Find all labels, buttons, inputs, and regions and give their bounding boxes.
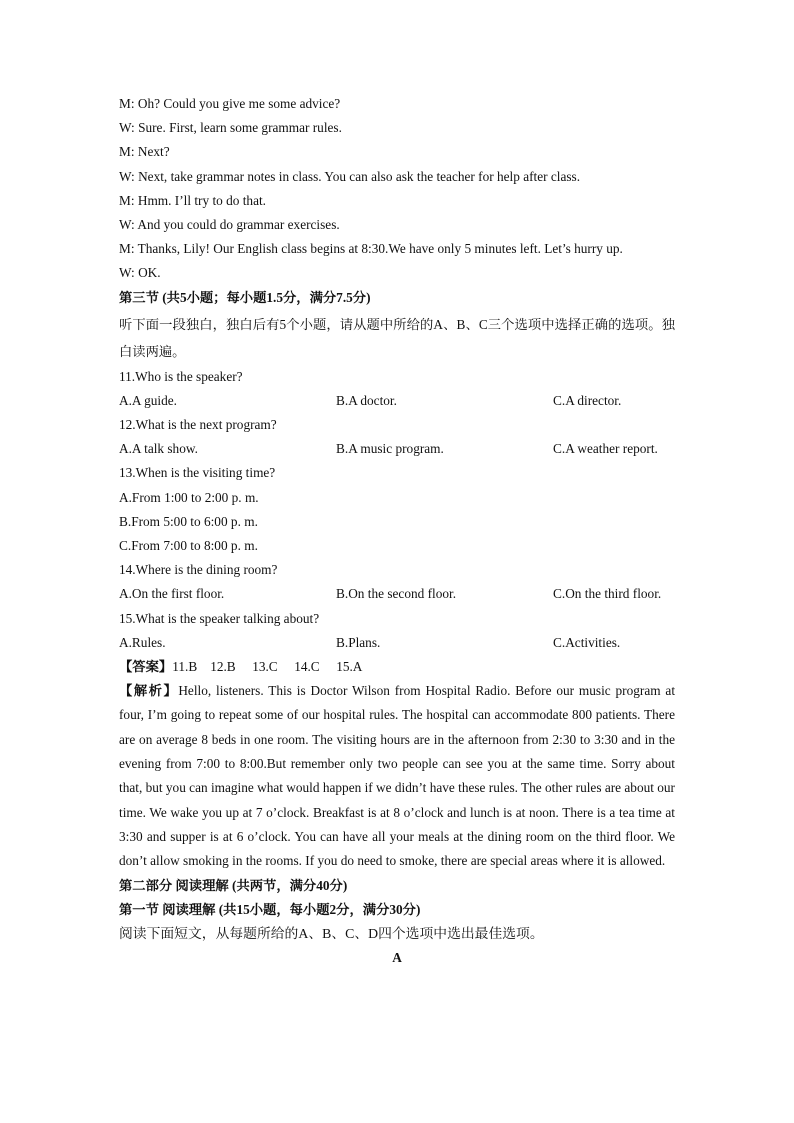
option-a: A.A guide. [119, 392, 177, 408]
analysis-label: 【解析】 [119, 683, 179, 699]
question-11: 11.Who is the speaker? [119, 368, 243, 384]
option-c: C.On the third floor. [553, 586, 662, 602]
question-13: 13.When is the visiting time? [119, 465, 276, 481]
option-c: C.Activities. [553, 634, 621, 650]
option-a: A.On the first floor. [119, 586, 225, 602]
question-14: 14.Where is the dining room? [119, 562, 278, 578]
dialogue-line: M: Next? [119, 144, 170, 160]
option-a: A.From 1:00 to 2:00 p. m. [119, 489, 259, 505]
part2-instruction: 阅读下面短文，从每题所给的A、B、C、D四个选项中选出最佳选项。 [119, 925, 544, 941]
option-c: C.From 7:00 to 8:00 p. m. [119, 538, 258, 553]
answer-item: 15.A [336, 658, 363, 674]
option-b: B.Plans. [336, 634, 381, 650]
option-b: B.From 5:00 to 6:00 p. m. [119, 513, 258, 529]
option-a: A.A talk show. [119, 441, 198, 457]
answer-item: 14.C [294, 658, 320, 674]
question-12: 12.What is the next program? [119, 417, 277, 433]
dialogue-line: M: Oh? Could you give me some advice? [119, 96, 341, 111]
dialogue-line: M: Hmm. I’ll try to do that. [119, 192, 266, 208]
option-c: C.A weather report. [553, 441, 658, 457]
option-b: B.On the second floor. [336, 586, 457, 602]
analysis-paragraph [119, 679, 675, 873]
answer-line [119, 655, 675, 679]
dialogue-line: M: Thanks, Lily! Our English class begins at 8:30.We have only 5 minutes left. Let’s hurry up. [119, 241, 623, 257]
question-15: 15.What is the speaker talking about? [119, 610, 320, 626]
option-b: B.A music program. [336, 441, 444, 457]
option-a: A.Rules. [119, 634, 166, 650]
part2-heading: 第二部分 阅读理解 (共两节，满分40分) [119, 877, 348, 893]
answer-item: 11.B [172, 658, 198, 674]
options-row-11 [119, 389, 675, 413]
options-row-15 [119, 631, 675, 655]
answer-label: 【答案】 [119, 658, 173, 674]
analysis-text: Hello, listeners. This is Doctor Wilson from Hospital Radio. Before our music program at four, I’m going to repeat some of our hospital rules. The hospital can accommodate 800 patients. There are on average 8 beds in one room. The visiting hours are in the afternoon from 2:30 to 3:30 and in the evening from 7:00 to 8:00.But remember only two people can see you at the same time. Sorry about that, but you can imagine what would happen if we didn’t have these rules. The other rules are about our time. We wake you up at 7 o’clock. Breakfast is at 8 o’clock and lunch is at noon. There is a tea time at 3:30 and supper is at 6 o’clock. You can have all your meals at the dining room on the third floor. We don’t allow smoking in the rooms. If you do need to smoke, there are special areas where it is allowed. [119, 683, 676, 869]
dialogue-line: W: Next, take grammar notes in class. You can also ask the teacher for help after class. [119, 168, 581, 184]
section3-heading: 第三节 (共5小题；每小题1.5分，满分7.5分) [119, 289, 371, 305]
document-content [119, 92, 675, 970]
dialogue-line: W: OK. [119, 265, 161, 281]
dialogue-line: W: Sure. First, learn some grammar rules. [119, 120, 342, 136]
passage-letter: A [392, 950, 402, 966]
options-row-14 [119, 582, 675, 606]
part2-section1-heading: 第一节 阅读理解 (共15小题，每小题2分，满分30分) [119, 901, 421, 917]
answer-item: 13.C [252, 658, 278, 674]
dialogue-line: W: And you could do grammar exercises. [119, 216, 340, 232]
options-row-12 [119, 437, 675, 461]
section3-instruction: 听下面一段独白，独白后有5个小题，请从题中所给的A、B、C三个选项中选择正确的选项。独白读两遍。 [119, 316, 675, 359]
dialogue [119, 92, 675, 286]
option-b: B.A doctor. [336, 392, 397, 408]
option-c: C.A director. [553, 392, 622, 408]
answer-item: 12.B [210, 658, 236, 674]
